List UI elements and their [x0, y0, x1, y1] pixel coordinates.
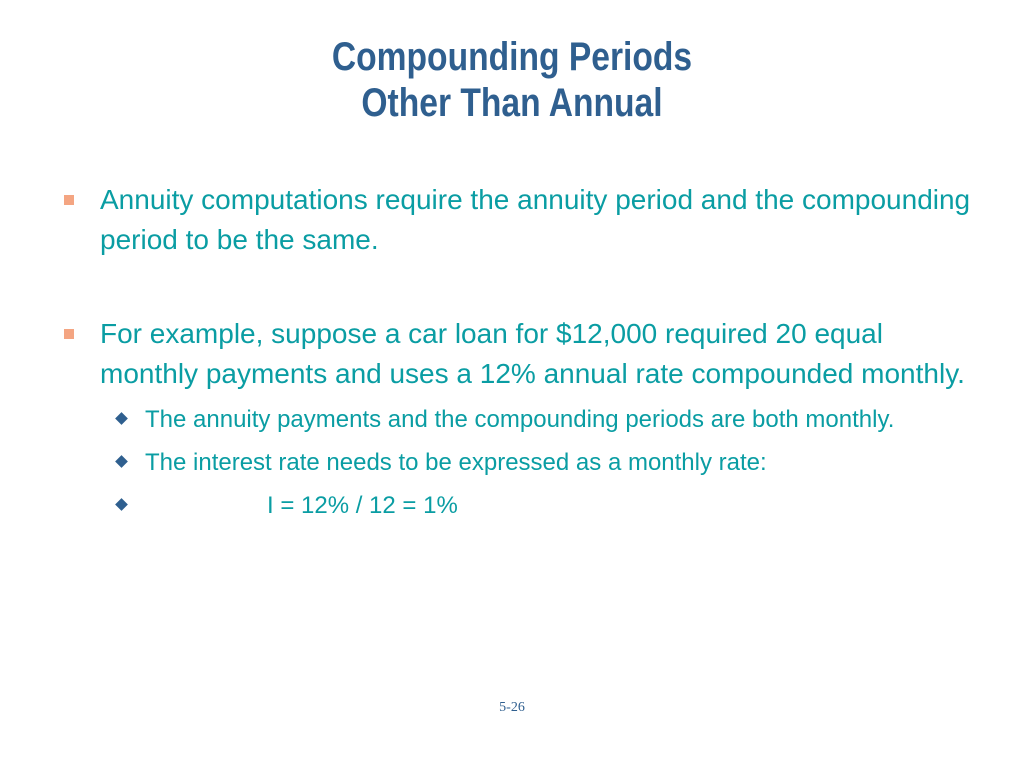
bullet-text: For example, suppose a car loan for $12,000 required 20 equal monthly payments and uses a 12% annual rate compounded monthly.	[100, 318, 965, 389]
sub-bullet-list	[0, 402, 1024, 523]
sub-bullet-item	[145, 402, 965, 437]
bullet-item	[100, 180, 980, 260]
slide-title	[82, 34, 942, 126]
sub-bullet-item	[145, 445, 965, 480]
formula-text: I = 12% / 12 = 1%	[267, 492, 458, 519]
diamond-bullet-icon	[115, 455, 128, 468]
diamond-bullet-icon	[115, 412, 128, 425]
sub-bullet-item	[145, 488, 965, 523]
bullet-item	[100, 314, 980, 394]
square-bullet-icon	[64, 329, 74, 339]
sub-bullet-text: The interest rate needs to be expressed as a monthly rate:	[145, 449, 767, 476]
bullet-text: Annuity computations require the annuity period and the compounding period to be the same.	[100, 184, 971, 255]
diamond-bullet-icon	[115, 498, 128, 511]
title-line-1: Compounding Periods	[331, 35, 693, 79]
bullet-list	[0, 180, 1024, 531]
page-number: 5-26	[499, 700, 525, 715]
title-line-2: Other Than Annual	[361, 81, 663, 125]
square-bullet-icon	[64, 195, 74, 205]
sub-bullet-text: The annuity payments and the compounding periods are both monthly.	[145, 406, 895, 433]
